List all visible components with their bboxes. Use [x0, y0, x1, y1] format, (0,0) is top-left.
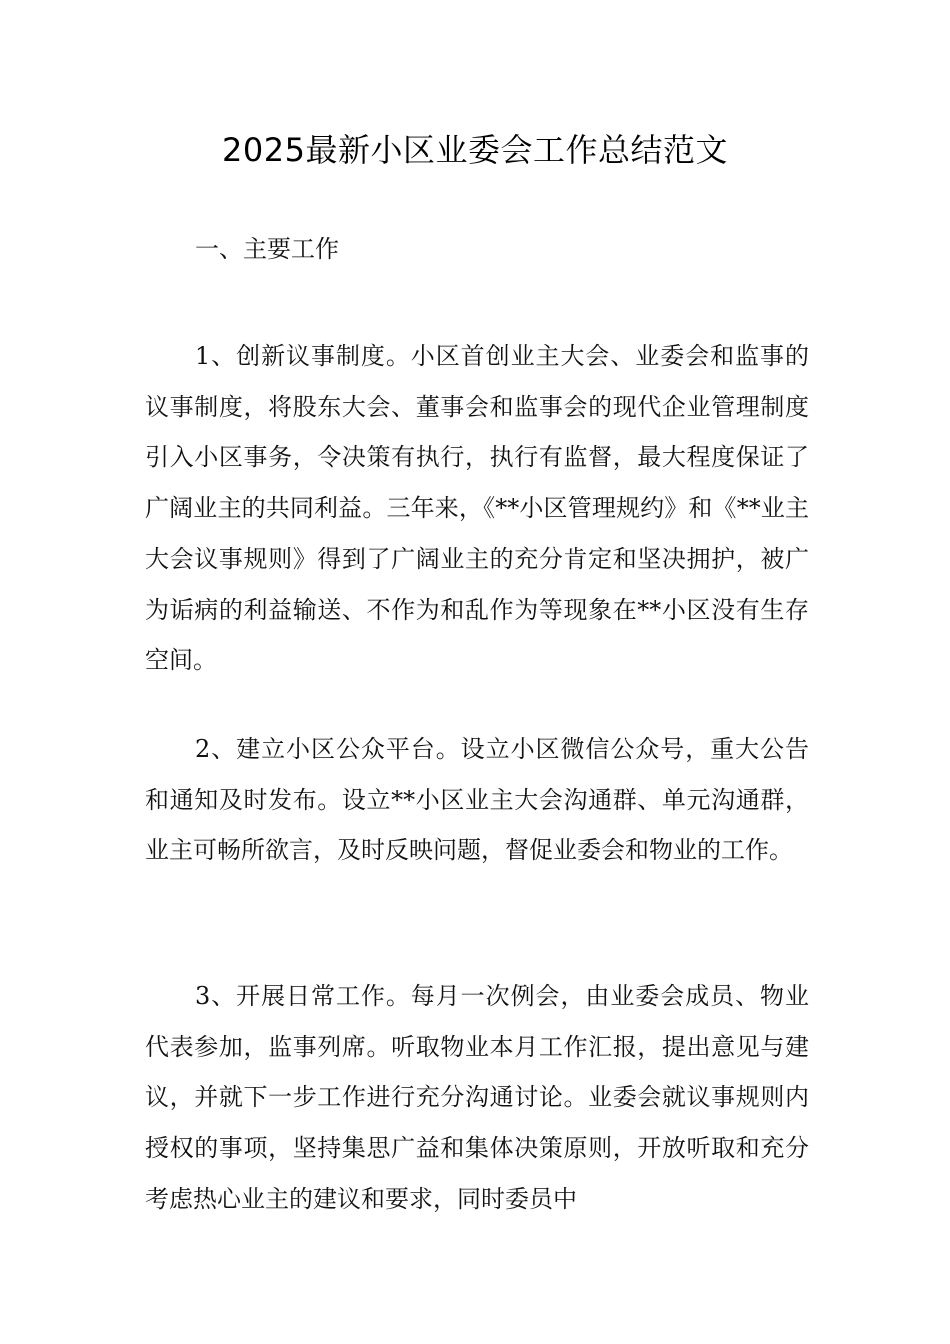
section-heading: 一、主要工作 [195, 235, 339, 263]
paragraph-1: 1、创新议事制度。小区首创业主大会、业委会和监事的议事制度，将股东大会、董事会和监事会的现代企业管理制度引入小区事务，令决策有执行，执行有监督，最大程度保证了广阔业主的共同利益。三年来，《**小区管理规约》和《**业主大会议事规则》得到了广阔业主的充分肯定和坚决拥护，被广为诟病的利益输送、不作为和乱作为等现象在**小区没有生存空间。 [145, 342, 809, 675]
paragraph-3: 3、开展日常工作。每月一次例会，由业委会成员、物业代表参加，监事列席。听取物业本月工作汇报，提出意见与建议，并就下一步工作进行充分沟通讨论。业委会就议事规则内授权的事项，坚持集思广益和集体决策原则，开放听取和充分考虑热心业主的建议和要求，同时委员中 [145, 982, 809, 1213]
paragraph-2: 2、建立小区公众平台。设立小区微信公众号，重大公告和通知及时发布。设立**小区业主大会沟通群、单元沟通群，业主可畅所欲言，及时反映问题，督促业委会和物业的工作。 [145, 735, 809, 865]
document-title: 2025最新小区业委会工作总结范文 [222, 131, 728, 169]
